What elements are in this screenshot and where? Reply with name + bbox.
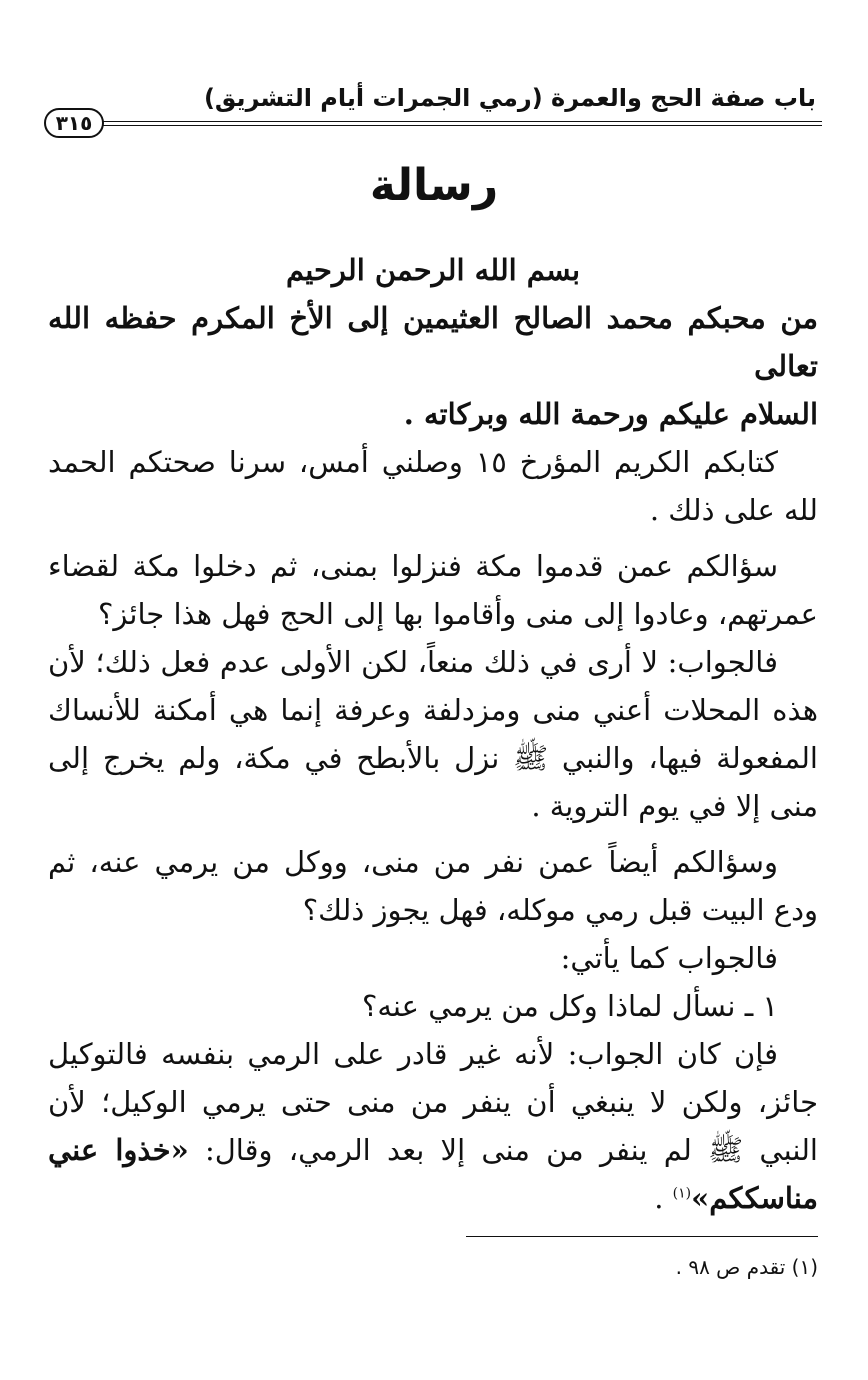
salam-line: السلام عليكم ورحمة الله وبركاته . xyxy=(403,397,818,431)
document-title: رسالة xyxy=(369,160,499,211)
paragraph: فالجواب: لا أرى في ذلك منعاً، لكن الأولى عدم فعل ذلك؛ لأن هذه المحلات أعني منى ومزدلفة وعرفة إنما هي أمكنة للأنساك المفعولة فيها، والنبي ﷺ نزل بالأبطح في مكة، ولم يخرج إلى منى إلا في يوم التروية . xyxy=(48,645,818,823)
last-paragraph-end: . xyxy=(654,1181,673,1215)
last-paragraph-text: فإن كان الجواب: لأنه غير قادر على الرمي بنفسه فالتوكيل جائز، ولكن لا ينبغي أن ينفر من منى حتى يرمي الوكيل؛ لأن النبي ﷺ لم ينفر من منى إلا بعد الرمي، وقال: xyxy=(48,1037,818,1167)
running-header xyxy=(40,82,822,142)
running-title: باب صفة الحج والعمرة (رمي الجمرات أيام التشريق) xyxy=(203,84,816,112)
paragraph: وسؤالكم أيضاً عمن نفر من منى، ووكل من يرمي عنه، ثم ودع البيت قبل رمي موكله، فهل يجوز ذلك؟ xyxy=(48,845,818,927)
paragraph: فالجواب كما يأتي: xyxy=(560,941,778,975)
paragraph-spacer xyxy=(48,830,818,838)
footnote-reference[interactable]: (١) xyxy=(672,1185,692,1202)
paragraph: كتابكم الكريم المؤرخ ١٥ وصلني أمس، سرنا صحتكم الحمد لله على ذلك . xyxy=(48,445,818,527)
greeting-line: من محبكم محمد الصالح العثيمين إلى الأخ المكرم حفظه الله تعالى xyxy=(48,301,818,383)
footnote-rule xyxy=(466,1236,818,1237)
footnote: (١) تقدم ص ٩٨ . xyxy=(675,1255,818,1279)
hadith-quote: «خذوا عني مناسككم» xyxy=(48,1133,818,1215)
paragraph: سؤالكم عمن قدموا مكة فنزلوا بمنى، ثم دخلوا مكة لقضاء عمرتهم، وعادوا إلى منى وأقاموا بها إلى الحج فهل هذا جائز؟ xyxy=(48,549,818,631)
letter-body xyxy=(48,240,818,1222)
basmala: بسم الله الرحمن الرحيم xyxy=(285,253,581,287)
last-paragraph xyxy=(48,1030,818,1222)
page-number: ٣١٥ xyxy=(55,111,93,135)
paragraph: ١ ـ نسأل لماذا وكل من يرمي عنه؟ xyxy=(361,989,778,1023)
page-number-frame xyxy=(44,108,104,138)
paragraph-spacer xyxy=(48,534,818,542)
header-rule xyxy=(100,121,822,126)
